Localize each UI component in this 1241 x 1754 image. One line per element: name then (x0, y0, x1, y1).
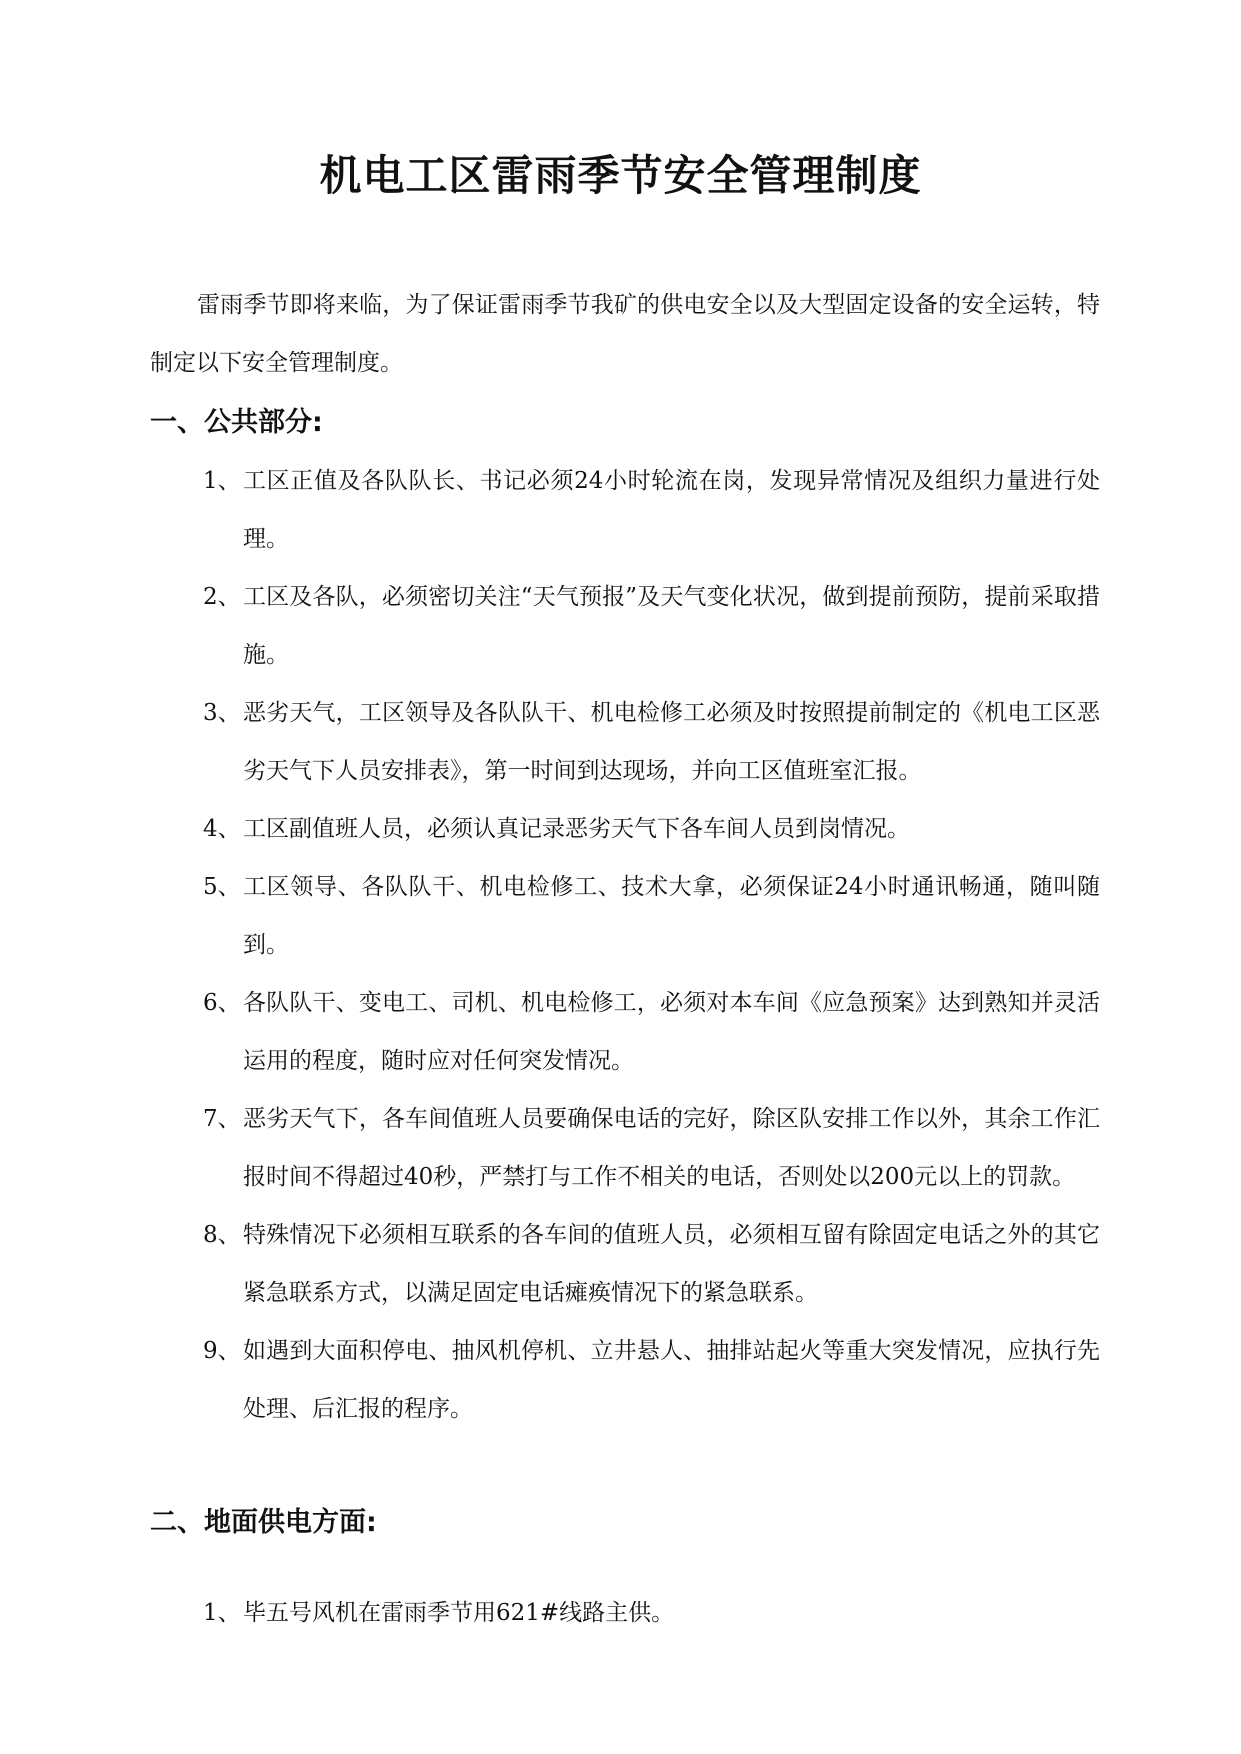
list-item (203, 684, 1100, 800)
item-text: 工区正值及各队队长、书记必须24小时轮流在岗，发现异常情况及组织力量进行处理。 (243, 468, 1100, 552)
item-number: 2、 (203, 584, 241, 610)
list-item (203, 1206, 1100, 1322)
list-item (203, 568, 1100, 684)
item-number: 7、 (203, 1106, 241, 1132)
item-number: 8、 (203, 1222, 241, 1248)
section-heading-public: 一、公共部分: (150, 407, 323, 438)
list-item (203, 800, 1100, 858)
section-heading-ground-power: 二、地面供电方面: (150, 1507, 377, 1538)
section-list-ground-power (203, 1584, 1100, 1642)
item-number: 1、 (203, 468, 241, 494)
item-text: 恶劣天气，工区领导及各队队干、机电检修工必须及时按照提前制定的《机电工区恶劣天气下人员安排表》，第一时间到达现场，并向工区值班室汇报。 (243, 700, 1100, 784)
item-number: 5、 (203, 874, 241, 900)
section-list-public (203, 452, 1100, 1438)
page-title: 机电工区雷雨季节安全管理制度 (319, 151, 922, 200)
item-text: 特殊情况下必须相互联系的各车间的值班人员，必须相互留有除固定电话之外的其它紧急联系方式，以满足固定电话瘫痪情况下的紧急联系。 (243, 1222, 1100, 1306)
list-item (203, 858, 1100, 974)
item-text: 各队队干、变电工、司机、机电检修工，必须对本车间《应急预案》达到熟知并灵活运用的程度，随时应对任何突发情况。 (243, 990, 1100, 1074)
list-item (203, 1584, 1100, 1642)
item-number: 6、 (203, 990, 241, 1016)
item-text: 如遇到大面积停电、抽风机停机、立井悬人、抽排站起火等重大突发情况，应执行先处理、后汇报的程序。 (243, 1338, 1100, 1422)
item-text: 工区及各队，必须密切关注“天气预报”及天气变化状况，做到提前预防，提前采取措施。 (243, 584, 1100, 668)
item-number: 4、 (203, 816, 241, 842)
item-text: 工区领导、各队队干、机电检修工、技术大拿，必须保证24小时通讯畅通，随叫随到。 (243, 874, 1100, 958)
list-item (203, 974, 1100, 1090)
item-text: 毕五号风机在雷雨季节用621#线路主供。 (243, 1600, 675, 1626)
list-item (203, 452, 1100, 568)
list-item (203, 1090, 1100, 1206)
item-number: 1、 (203, 1600, 241, 1626)
intro-paragraph: 雷雨季节即将来临，为了保证雷雨季节我矿的供电安全以及大型固定设备的安全运转，特制定以下安全管理制度。 (150, 292, 1100, 376)
item-text: 恶劣天气下，各车间值班人员要确保电话的完好，除区队安排工作以外，其余工作汇报时间不得超过40秒，严禁打与工作不相关的电话，否则处以200元以上的罚款。 (243, 1106, 1100, 1190)
item-number: 9、 (203, 1338, 241, 1364)
item-number: 3、 (203, 700, 241, 726)
list-item (203, 1322, 1100, 1438)
item-text: 工区副值班人员，必须认真记录恶劣天气下各车间人员到岗情况。 (243, 816, 910, 842)
